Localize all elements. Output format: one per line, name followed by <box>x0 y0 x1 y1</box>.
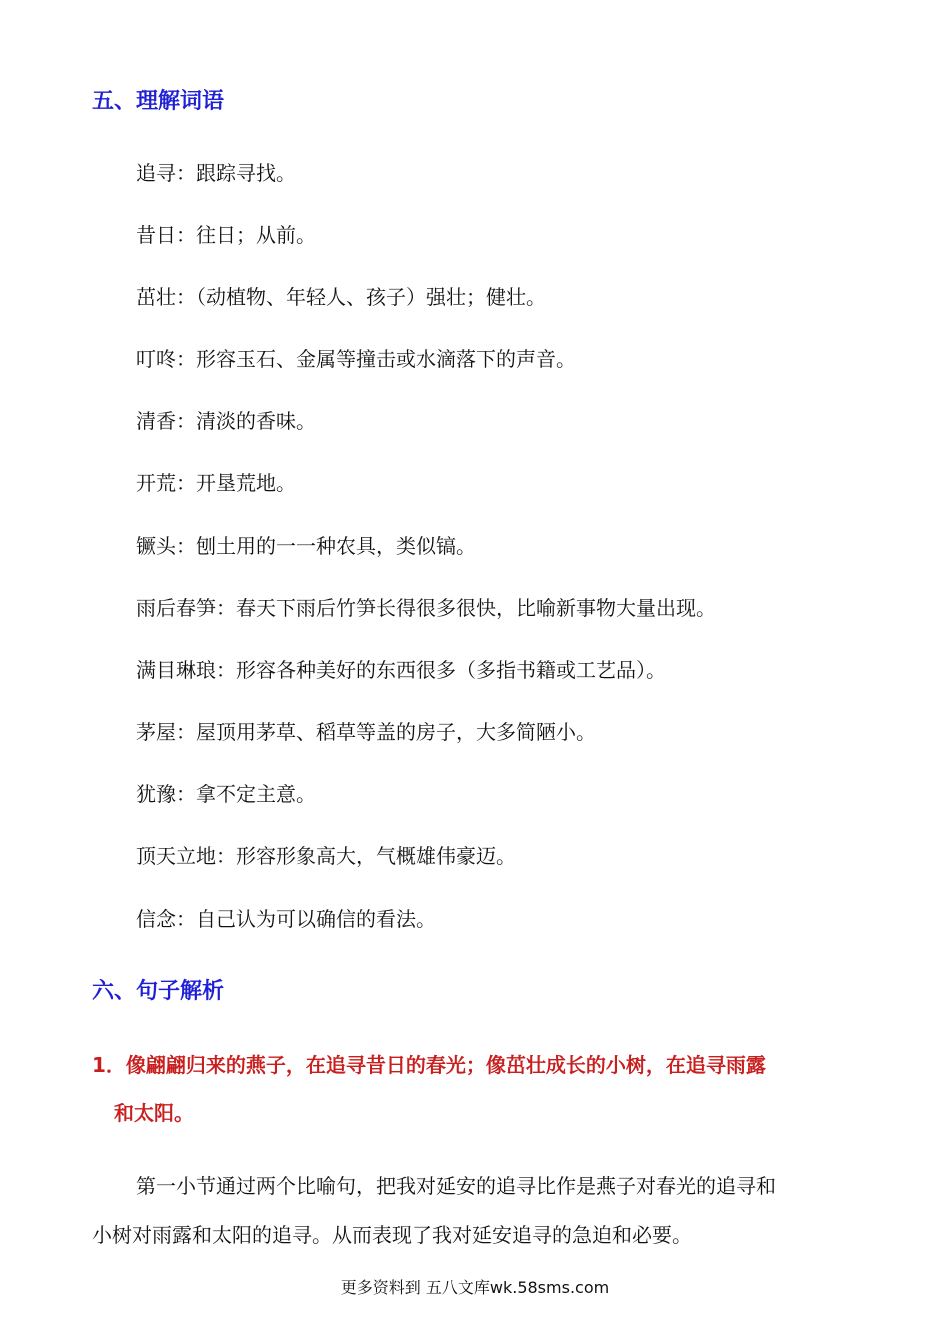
term-item: 叮咚：形容玉石、金属等撞击或水滴落下的声音。 <box>136 347 576 371</box>
analysis-paragraph-line-2: 小树对雨露和太阳的追寻。从而表现了我对延安追寻的急迫和必要。 <box>92 1223 692 1247</box>
footer-link-text: 更多资料到 五八文库wk.58sms.com <box>340 1278 610 1297</box>
section-heading-vocabulary: 五、理解词语 <box>92 89 225 114</box>
sentence-quote-line-1: 1．像翩翩归来的燕子，在追寻昔日的春光；像茁壮成长的小树，在追寻雨露 <box>92 1053 766 1077</box>
term-item: 昔日：往日；从前。 <box>136 223 316 247</box>
term-item: 茁壮：（动植物、年轻人、孩子）强壮；健壮。 <box>136 285 546 309</box>
term-item: 信念：自己认为可以确信的看法。 <box>136 907 436 931</box>
term-item: 追寻：跟踪寻找。 <box>136 161 296 185</box>
term-item: 清香：清淡的香味。 <box>136 409 316 433</box>
term-item: 茅屋：屋顶用茅草、稻草等盖的房子，大多简陋小。 <box>136 720 596 744</box>
term-item: 雨后春笋：春天下雨后竹笋长得很多很快，比喻新事物大量出现。 <box>136 596 716 620</box>
term-item: 顶天立地：形容形象高大，气概雄伟豪迈。 <box>136 844 516 868</box>
sentence-quote-line-2: 和太阳。 <box>114 1101 194 1125</box>
analysis-paragraph-line-1: 第一小节通过两个比喻句，把我对延安的追寻比作是燕子对春光的追寻和 <box>136 1174 776 1198</box>
term-item: 开荒：开垦荒地。 <box>136 471 296 495</box>
term-item: 镢头：刨土用的一一种农具，类似镐。 <box>136 534 476 558</box>
term-item: 犹豫：拿不定主意。 <box>136 782 316 806</box>
section-heading-sentence-analysis: 六、句子解析 <box>92 979 225 1004</box>
term-item: 满目琳琅：形容各种美好的东西很多（多指书籍或工艺品）。 <box>136 658 666 682</box>
